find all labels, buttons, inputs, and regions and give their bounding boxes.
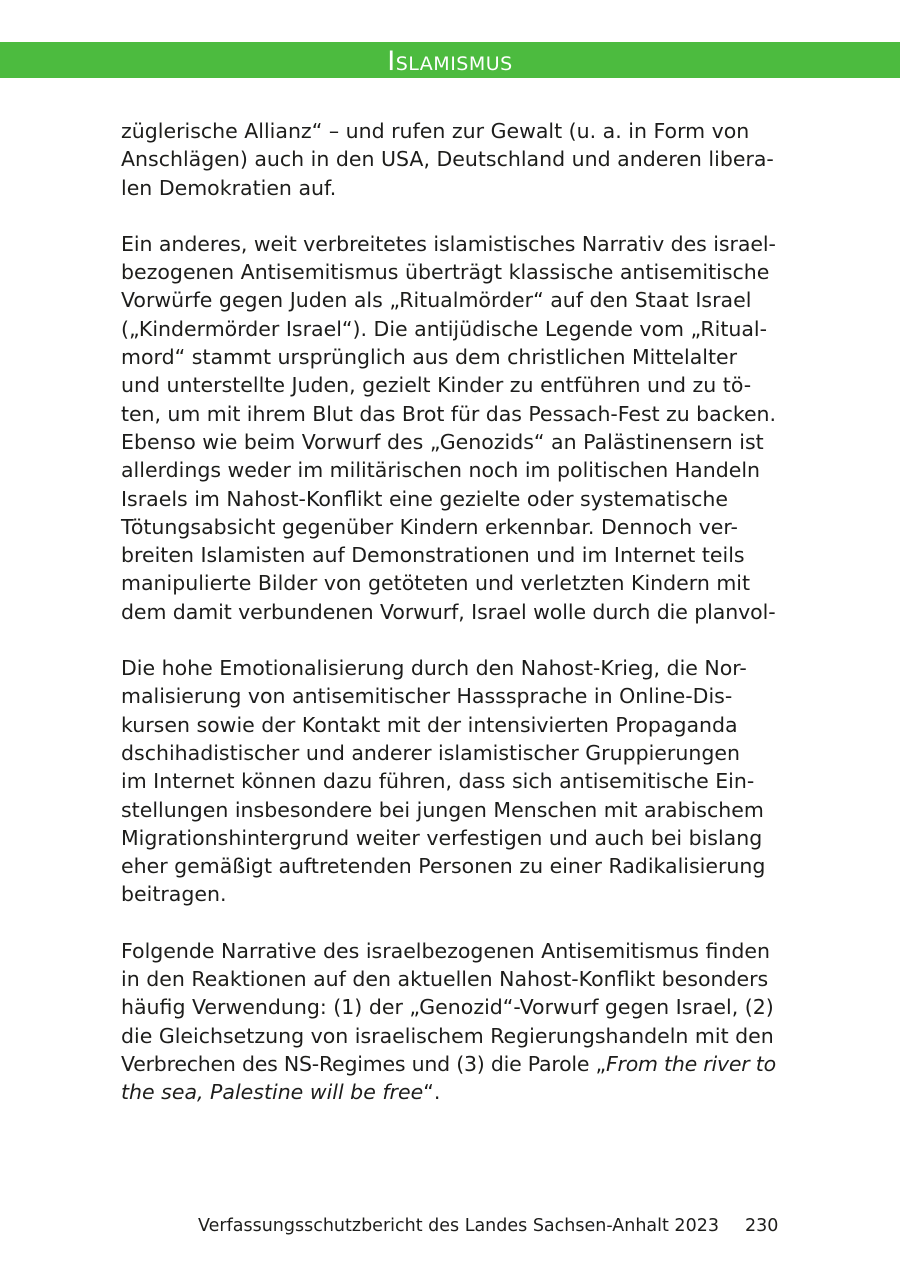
text-line: Folgende Narrative des israelbezogenen Antisemitismus finden [121, 938, 770, 963]
page-number: 230 [745, 1216, 779, 1236]
paragraph-4 [121, 937, 776, 1107]
text-line [121, 1050, 776, 1078]
text-line: len Demokratien auf. [121, 175, 337, 200]
text-line: („Kindermörder Israel“). Die antijüdische Legende vom „Ritual- [121, 316, 768, 341]
text-line: malisierung von antisemitischer Hasssprache in Online-Dis- [121, 684, 733, 709]
text-line: dschihadistischer und anderer islamistischer Gruppierungen [121, 740, 740, 765]
footer-publication-title: Verfassungsschutzbericht des Landes Sachsen-Anhalt 2023 [198, 1216, 719, 1236]
text-line: in den Reaktionen auf den aktuellen Nahost-Konflikt besonders [121, 967, 769, 992]
text-line: stellungen insbesondere bei jungen Menschen mit arabischem [121, 797, 764, 822]
text-line: allerdings weder im militärischen noch im politischen Handeln [121, 458, 761, 483]
text-line: im Internet können dazu führen, dass sich antisemitische Ein- [121, 769, 755, 794]
text-line: züglerische Allianz“ – und rufen zur Gewalt (u. a. in Form von [121, 119, 750, 143]
text-line: Israels im Nahost-Konflikt eine gezielte oder systematische [121, 486, 729, 511]
text-line: häufig Verwendung: (1) der „Genozid“-Vorwurf gegen Israel, (2) [121, 995, 774, 1020]
text-line: dem damit verbundenen Vorwurf, Israel wolle durch die planvol- [121, 599, 776, 624]
text-line: Migrationshintergrund weiter verfestigen und auch bei bislang [121, 825, 763, 850]
body-text [121, 117, 776, 1135]
section-header-bar [0, 42, 900, 78]
text-line: Anschlägen) auch in den USA, Deutschland und anderen libera- [121, 147, 774, 172]
paragraph-3 [121, 654, 776, 909]
text-line: und unterstellte Juden, gezielt Kinder zu entführen und zu tö- [121, 373, 752, 398]
text-fragment: Verbrechen des NS-Regimes und (3) die Parole „ [121, 1051, 606, 1076]
text-line: ten, um mit ihrem Blut das Brot für das Pessach-Fest zu backen. [121, 401, 776, 426]
paragraph-2 [121, 230, 776, 626]
text-line: Tötungsabsicht gegenüber Kindern erkennbar. Dennoch ver- [121, 514, 738, 539]
text-line: beitragen. [121, 882, 227, 907]
text-line: die Gleichsetzung von israelischem Regierungshandeln mit den [121, 1023, 774, 1048]
text-line: Die hohe Emotionalisierung durch den Nahost-Krieg, die Nor- [121, 656, 747, 681]
text-line: Ein anderes, weit verbreitetes islamistisches Narrativ des israel- [121, 231, 776, 256]
section-title: Islamismus [387, 46, 513, 77]
text-line: Ebenso wie beim Vorwurf des „Genozids“ an Palästinensern ist [121, 429, 764, 454]
slogan-text: From the river to [605, 1051, 776, 1076]
text-fragment: “. [423, 1080, 441, 1105]
slogan-text: the sea, Palestine will be free [121, 1080, 424, 1105]
text-line: manipulierte Bilder von getöteten und verletzten Kindern mit [121, 571, 751, 596]
text-line: kursen sowie der Kontakt mit der intensivierten Propaganda [121, 712, 738, 737]
text-line: mord“ stammt ursprünglich aus dem christlichen Mittelalter [121, 345, 738, 370]
text-line: eher gemäßigt auftretenden Personen zu einer Radikalisierung [121, 854, 766, 879]
text-line: breiten Islamisten auf Demonstrationen und im Internet teils [121, 543, 745, 568]
text-line: Vorwürfe gegen Juden als „Ritualmörder“ auf den Staat Israel [121, 288, 752, 313]
text-line [121, 1078, 776, 1106]
text-line: bezogenen Antisemitismus überträgt klassische antisemitische [121, 260, 770, 285]
paragraph-1 [121, 117, 776, 202]
